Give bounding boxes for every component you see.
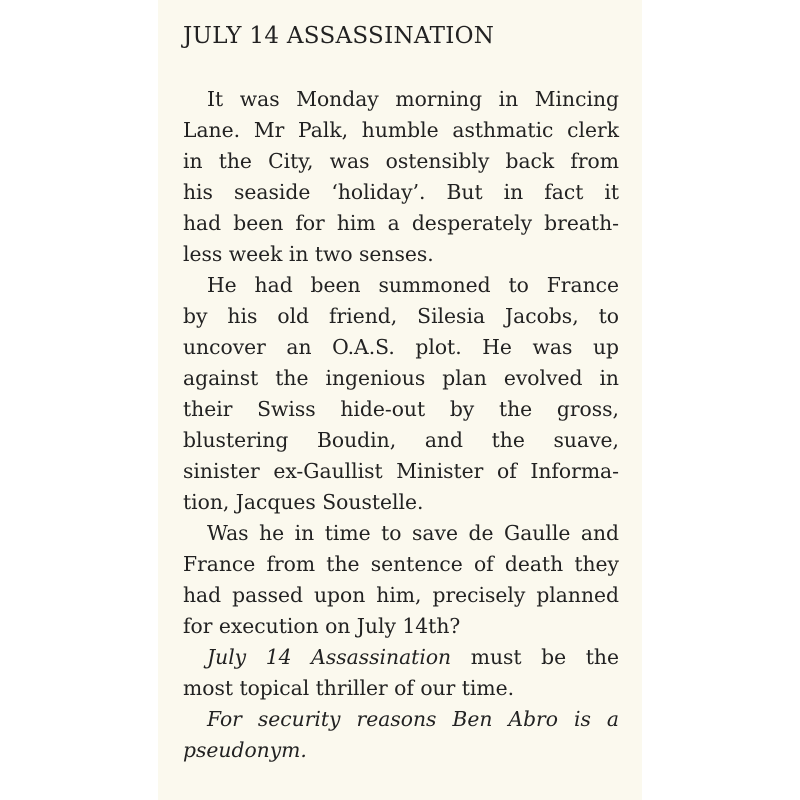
text-line: had passed upon him, precisely planned	[183, 583, 619, 607]
text-line: their Swiss hide-out by the gross,	[183, 397, 619, 421]
text-line: blustering Boudin, and the suave,	[183, 428, 619, 452]
text-line: against the ingenious plan evolved in	[183, 366, 619, 390]
text-line: It was Monday morning in Mincing	[207, 87, 619, 111]
paragraph-1	[183, 84, 619, 270]
text-line: tion, Jacques Soustelle.	[183, 490, 424, 514]
text-line: Was he in time to save de Gaulle and	[207, 521, 619, 545]
book-flap-page	[158, 0, 642, 800]
text-line-rest: must be the	[451, 645, 619, 669]
text-line: For security reasons Ben Abro is a	[207, 707, 619, 731]
paragraph-2	[183, 270, 619, 518]
text-line: most topical thriller of our time.	[183, 676, 515, 700]
blurb-text	[183, 16, 619, 766]
text-line: sinister ex-Gaullist Minister of Informa-	[183, 459, 619, 483]
pseudonym-note	[183, 704, 619, 766]
book-title-italic: July 14 Assassination	[207, 645, 452, 669]
text-line: France from the sentence of death they	[183, 552, 619, 576]
text-line: uncover an O.A.S. plot. He was up	[183, 335, 619, 359]
paragraph-3	[183, 518, 619, 642]
text-line: less week in two senses.	[183, 242, 434, 266]
text-line: had been for him a desperately breath-	[183, 211, 619, 235]
text-line: by his old friend, Silesia Jacobs, to	[183, 304, 619, 328]
text-line: Lane. Mr Palk, humble asthmatic clerk	[183, 118, 619, 142]
text-line	[183, 642, 619, 673]
text-line: in the City, was ostensibly back from	[183, 149, 619, 173]
paragraph-4	[183, 642, 619, 704]
text-line: his seaside ‘holiday’. But in fact it	[183, 180, 619, 204]
text-line: for execution on July 14th?	[183, 614, 461, 638]
text-line: pseudonym.	[183, 738, 307, 762]
text-line: He had been summoned to France	[207, 273, 619, 297]
book-title-heading: JULY 14 ASSASSINATION	[183, 23, 495, 49]
